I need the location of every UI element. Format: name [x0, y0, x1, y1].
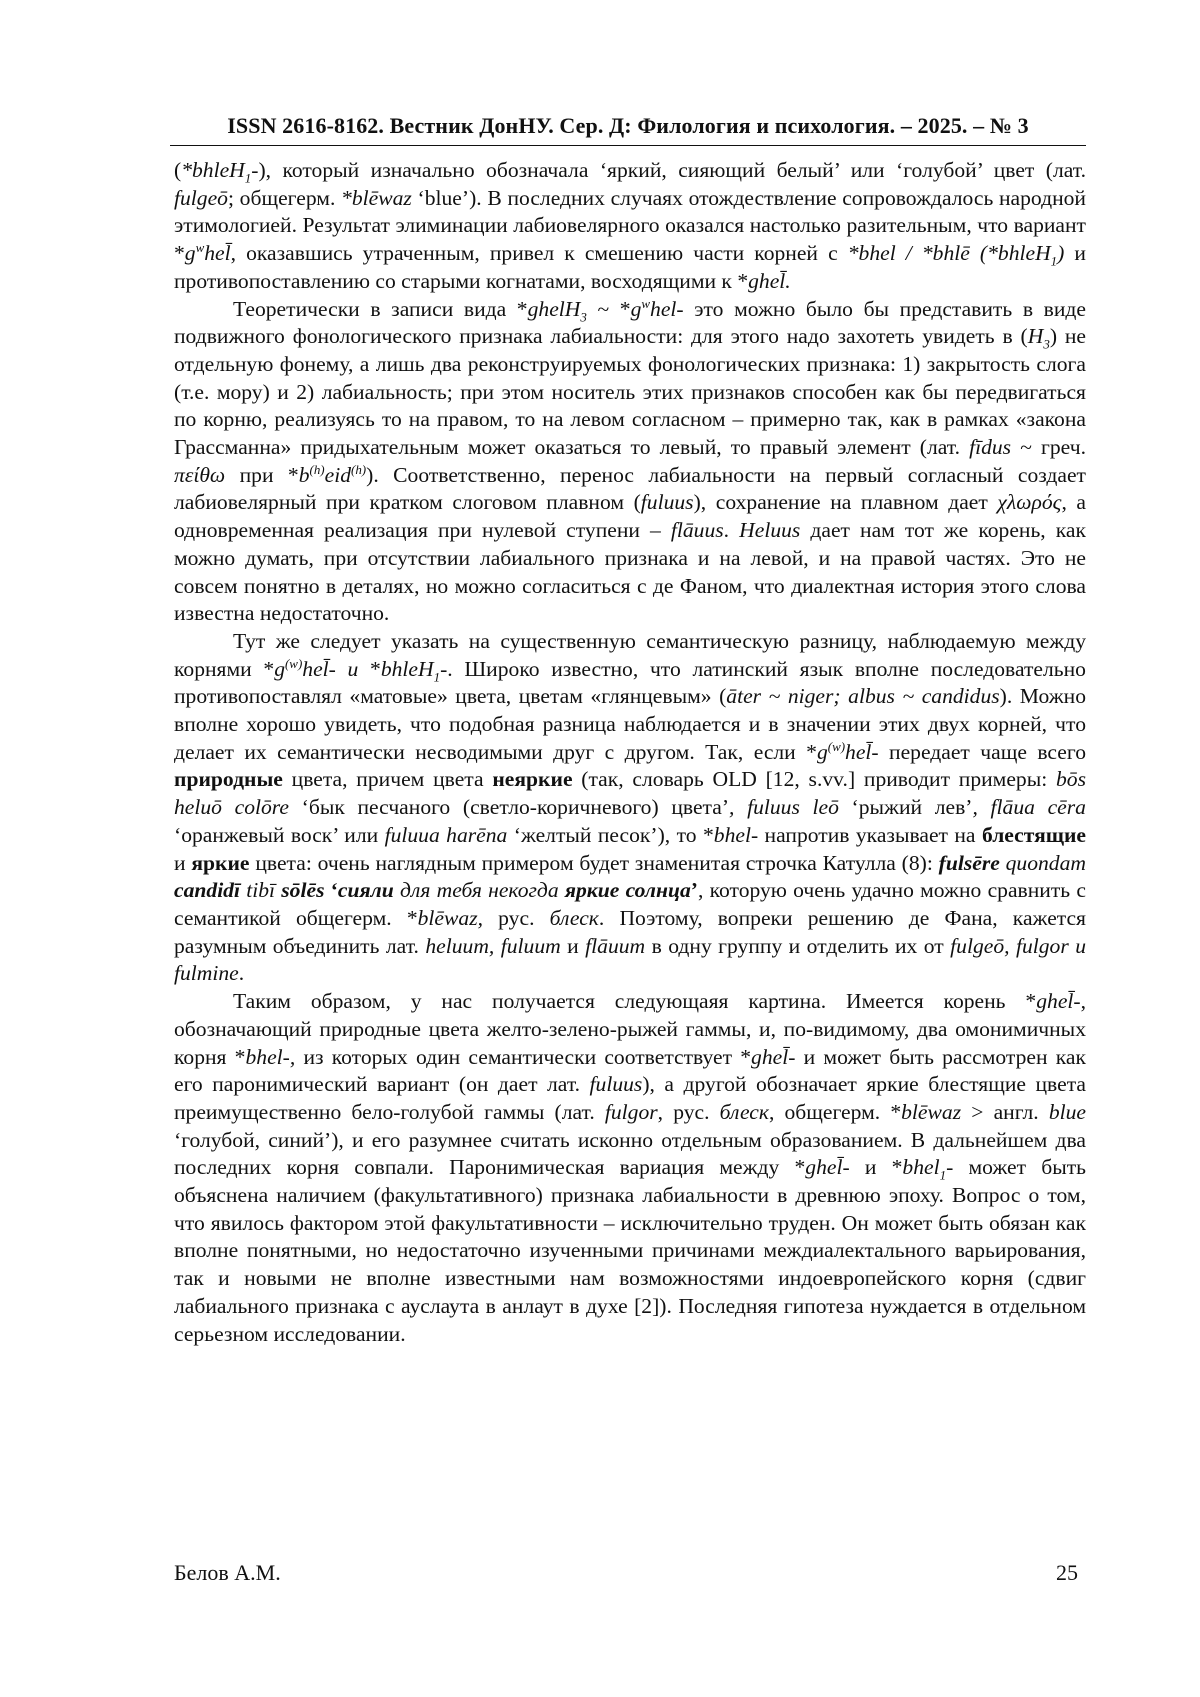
article-body — [174, 157, 1086, 1348]
paragraph-2: Теоретически в записи вида *ghelH$_3$ ~ $*g^whel-$ это можно было бы представить в виде подвижного фонологического признака лабиальности: для этого надо захотеть увидеть в $(H_3)$ не отдельную фонему, а лишь два реконструируемых фонологических признака: 1) закрытость слога (т.е. мору) и 2) лабиальность; при этом носитель этих признаков способен как бы передвигаться по корню, реализуясь то на правом, то на левом согласном – примерно так, как в рамках «закона Грассманна» придыхательным может оказаться то левый, то правый элемент (лат. fīdus ~ греч. πείθω при $*b^{(h)}eid^{(h)}$). Соответственно, перенос лабиальности на первый согласный создает лабиовелярный при кратком слоговом плавном (fuluus), сохранение на плавном дает χλωρός, а одновременная реализация при нулевой ступени – flāuus. Heluus дает нам тот же корень, как можно думать, при отсутствии лабиального признака и на левой, и на правой частях. Это не совсем понятно в деталях, но можно согласиться с де Фаном, что диалектная история этого слова известна недостаточно. — [174, 295, 1087, 626]
header-rule — [170, 145, 1086, 146]
footer-author: Белов А.М. — [174, 1560, 281, 1585]
paragraph-4: Таким образом, у нас получается следующаяя картина. Имеется корень *ghel̄-, обозначающий природные цвета желто-зелено-рыжей гаммы, и, по-видимому, два омонимичных корня *bhel-, из которых один семантически соответствует *ghel̄- и может быть рассмотрен как его паронимический вариант (он дает лат. fuluus), а другой обозначает яркие блестящие цвета преимущественно бело-голубой гаммы (лат. fulgor, рус. блеск, общегерм. *blēwaz > англ. blue ‘голубой, синий’), и его разумнее считать исконно отдельным образованием. В дальнейшем два последних корня совпали. Паронимическая вариация между *ghel̄- и *bhel$_1$- может быть объяснена наличием (факультативного) признака лабиальности в древнюю эпоху. Вопрос о том, что явилось фактором этой факультативности – исключительно труден. Он может быть обязан как вполне понятными, но недостаточно изученными причинами междиалектального варьирования, так и новыми не вполне известными нам возможностями индоевропейского корня (сдвиг лабиального признака с ауслаута в анлаут в духе [2]). Последняя гипотеза нуждается в отдельном серьезном исследовании. — [174, 989, 1087, 1346]
page-number: 25 — [1056, 1560, 1078, 1585]
running-header: ISSN 2616-8162. Вестник ДонНУ. Сер. Д: Филология и психология. – 2025. – № 3 — [227, 113, 1029, 138]
paragraph-1: (*bhleH$_1$-), который изначально обозначала ‘яркий, сияющий белый’ или ‘голубой’ цвет (лат. fulgeō; общегерм. *blēwaz ‘blue’). В последних случаях отождествление сопровождалось народной этимологией. Результат элиминации лабиовелярного оказался настолько разительным, что вариант $*g^whel̄$, оказавшись утраченным, привел к смешению части корней с *bhel / *bhlē (*bhleH$_1$) и противопоставлению со старыми когнатами, восходящими к *ghel̄. — [174, 158, 1086, 293]
paragraph-3: Тут же следует указать на существенную семантическую разницу, наблюдаемую между корнями $*g^{(w)}hel̄-$ и *bhleH$_1$-. Широко известно, что латинский язык вполне последовательно противопоставлял «матовые» цвета, цветам «глянцевым» (āter ~ niger; albus ~ candidus). Можно вполне хорошо увидеть, что подобная разница наблюдается и в значении этих двух корней, что делает их семантически несводимыми друг с другом. Так, если $*g^{(w)}hel̄-$ передает чаще всего природные цвета, причем цвета неяркие (так, словарь OLD [12, s.vv.] приводит примеры: bōs heluō colōre ‘бык песчаного (светло-коричневого) цвета’, fuluus leō ‘рыжий лев’, flāua cēra ‘оранжевый воск’ или fuluua harēna ‘желтый песок’), то *bhel- напротив указывает на блестящие и яркие цвета: очень наглядным примером будет знаменитая строчка Катулла (8): fulsēre quondam candidī tibī sōlēs ‘сияли для тебя некогда яркие солнца’, которую очень удачно можно сравнить с семантикой общегерм. *blēwaz, рус. блеск. Поэтому, вопреки решению де Фана, кажется разумным объединить лат. heluum, fuluum и flāuum в одну группу и отделить их от fulgeō, fulgor и fulmine. — [174, 628, 1087, 986]
